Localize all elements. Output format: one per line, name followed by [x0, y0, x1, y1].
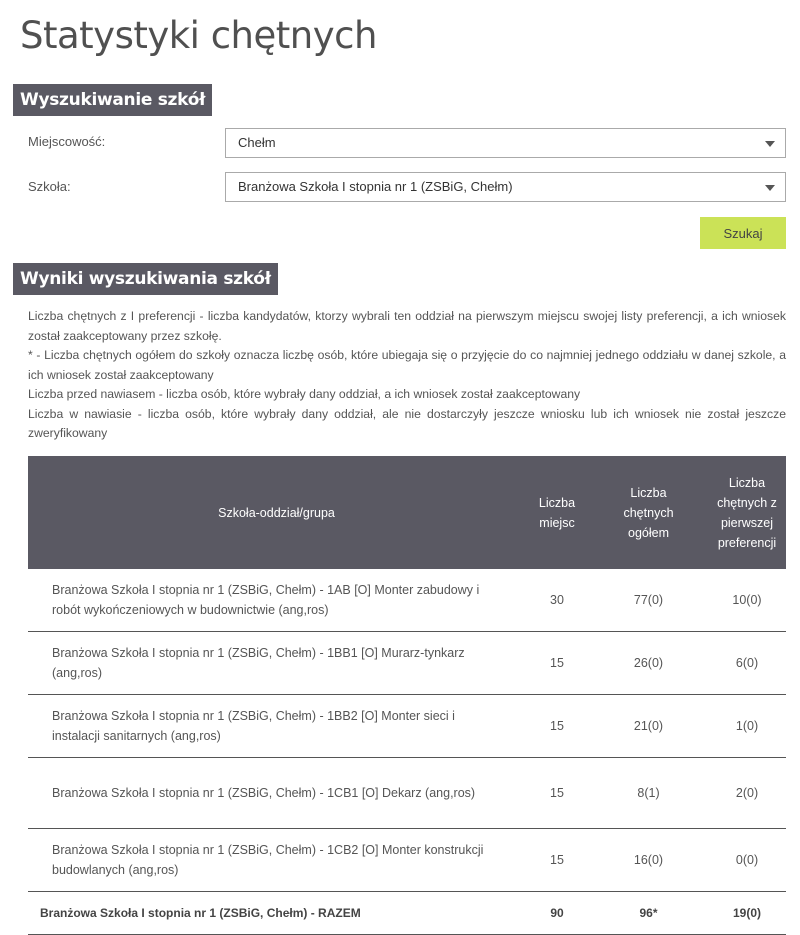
page-title: Statystyki chętnych: [20, 14, 377, 57]
row-places: 15: [525, 829, 589, 892]
row-total: 21(0): [589, 695, 708, 758]
total-row-total: 96*: [589, 892, 708, 935]
description-line: Liczba chętnych z I preferencji - liczba kandydatów, ktorzy wybrali ten oddział na pierwszym miejscu swojej listy preferencji, a ich wniosek został zaakceptowany przez szkołę.: [28, 309, 786, 343]
city-label: Miejscowość:: [28, 134, 106, 149]
row-first-pref: 2(0): [708, 758, 786, 829]
table-row: [28, 695, 786, 758]
column-header-places: Liczba miejsc: [525, 456, 589, 569]
table-row: [28, 569, 786, 632]
row-total: 8(1): [589, 758, 708, 829]
row-total: 26(0): [589, 632, 708, 695]
city-select-value: Chełm: [238, 135, 276, 150]
total-row: [28, 892, 786, 935]
row-first-pref: 1(0): [708, 695, 786, 758]
column-header-group: Szkoła-oddział/grupa: [28, 456, 525, 569]
results-description: [28, 307, 786, 444]
table-header-row: [28, 456, 786, 569]
total-row-places: 90: [525, 892, 589, 935]
school-select[interactable]: [225, 172, 786, 202]
description-line: * - Liczba chętnych ogółem do szkoły oznacza liczbę osób, które ubiegaja się o przyjęcie do co najmniej jednego oddziału w danej szkole, a ich wniosek został zaakceptowany: [28, 348, 786, 382]
table-row: [28, 632, 786, 695]
search-section-header: Wyszukiwanie szkół: [13, 84, 212, 116]
row-name: Branżowa Szkoła I stopnia nr 1 (ZSBiG, Chełm) - 1CB2 [O] Monter konstrukcji budowlanych (ang,ros): [28, 829, 525, 892]
table-row: [28, 758, 786, 829]
row-name: Branżowa Szkoła I stopnia nr 1 (ZSBiG, Chełm) - 1CB1 [O] Dekarz (ang,ros): [28, 758, 525, 829]
total-row-first-pref: 19(0): [708, 892, 786, 935]
chevron-down-icon: [765, 185, 775, 191]
description-line: Liczba w nawiasie - liczba osób, które wybrały dany oddział, ale nie dostarczyły jeszcze wniosku lub ich wniosek nie został jeszcze zweryfikowany: [28, 406, 786, 440]
row-first-pref: 10(0): [708, 569, 786, 632]
chevron-down-icon: [765, 141, 775, 147]
row-places: 15: [525, 758, 589, 829]
column-header-first-pref: Liczba chętnych z pierwszej preferencji: [708, 456, 786, 569]
row-name: Branżowa Szkoła I stopnia nr 1 (ZSBiG, Chełm) - 1BB2 [O] Monter sieci i instalacji sanitarnych (ang,ros): [28, 695, 525, 758]
column-header-total: Liczba chętnych ogółem: [589, 456, 708, 569]
search-button[interactable]: Szukaj: [700, 217, 786, 249]
row-total: 77(0): [589, 569, 708, 632]
row-places: 15: [525, 695, 589, 758]
description-line: Liczba przed nawiasem - liczba osób, które wybrały dany oddział, a ich wniosek został zaakceptowany: [28, 387, 581, 401]
row-first-pref: 6(0): [708, 632, 786, 695]
row-name: Branżowa Szkoła I stopnia nr 1 (ZSBiG, Chełm) - 1AB [O] Monter zabudowy i robót wykończeniowych w budownictwie (ang,ros): [28, 569, 525, 632]
total-row-name: Branżowa Szkoła I stopnia nr 1 (ZSBiG, Chełm) - RAZEM: [28, 892, 525, 935]
row-name: Branżowa Szkoła I stopnia nr 1 (ZSBiG, Chełm) - 1BB1 [O] Murarz-tynkarz (ang,ros): [28, 632, 525, 695]
school-label: Szkoła:: [28, 179, 71, 194]
row-places: 30: [525, 569, 589, 632]
school-select-value: Branżowa Szkoła I stopnia nr 1 (ZSBiG, Chełm): [238, 179, 513, 194]
row-places: 15: [525, 632, 589, 695]
table-row: [28, 829, 786, 892]
row-total: 16(0): [589, 829, 708, 892]
city-select[interactable]: [225, 128, 786, 158]
results-section-header: Wyniki wyszukiwania szkół: [13, 263, 278, 295]
row-first-pref: 0(0): [708, 829, 786, 892]
results-table: [28, 456, 786, 935]
